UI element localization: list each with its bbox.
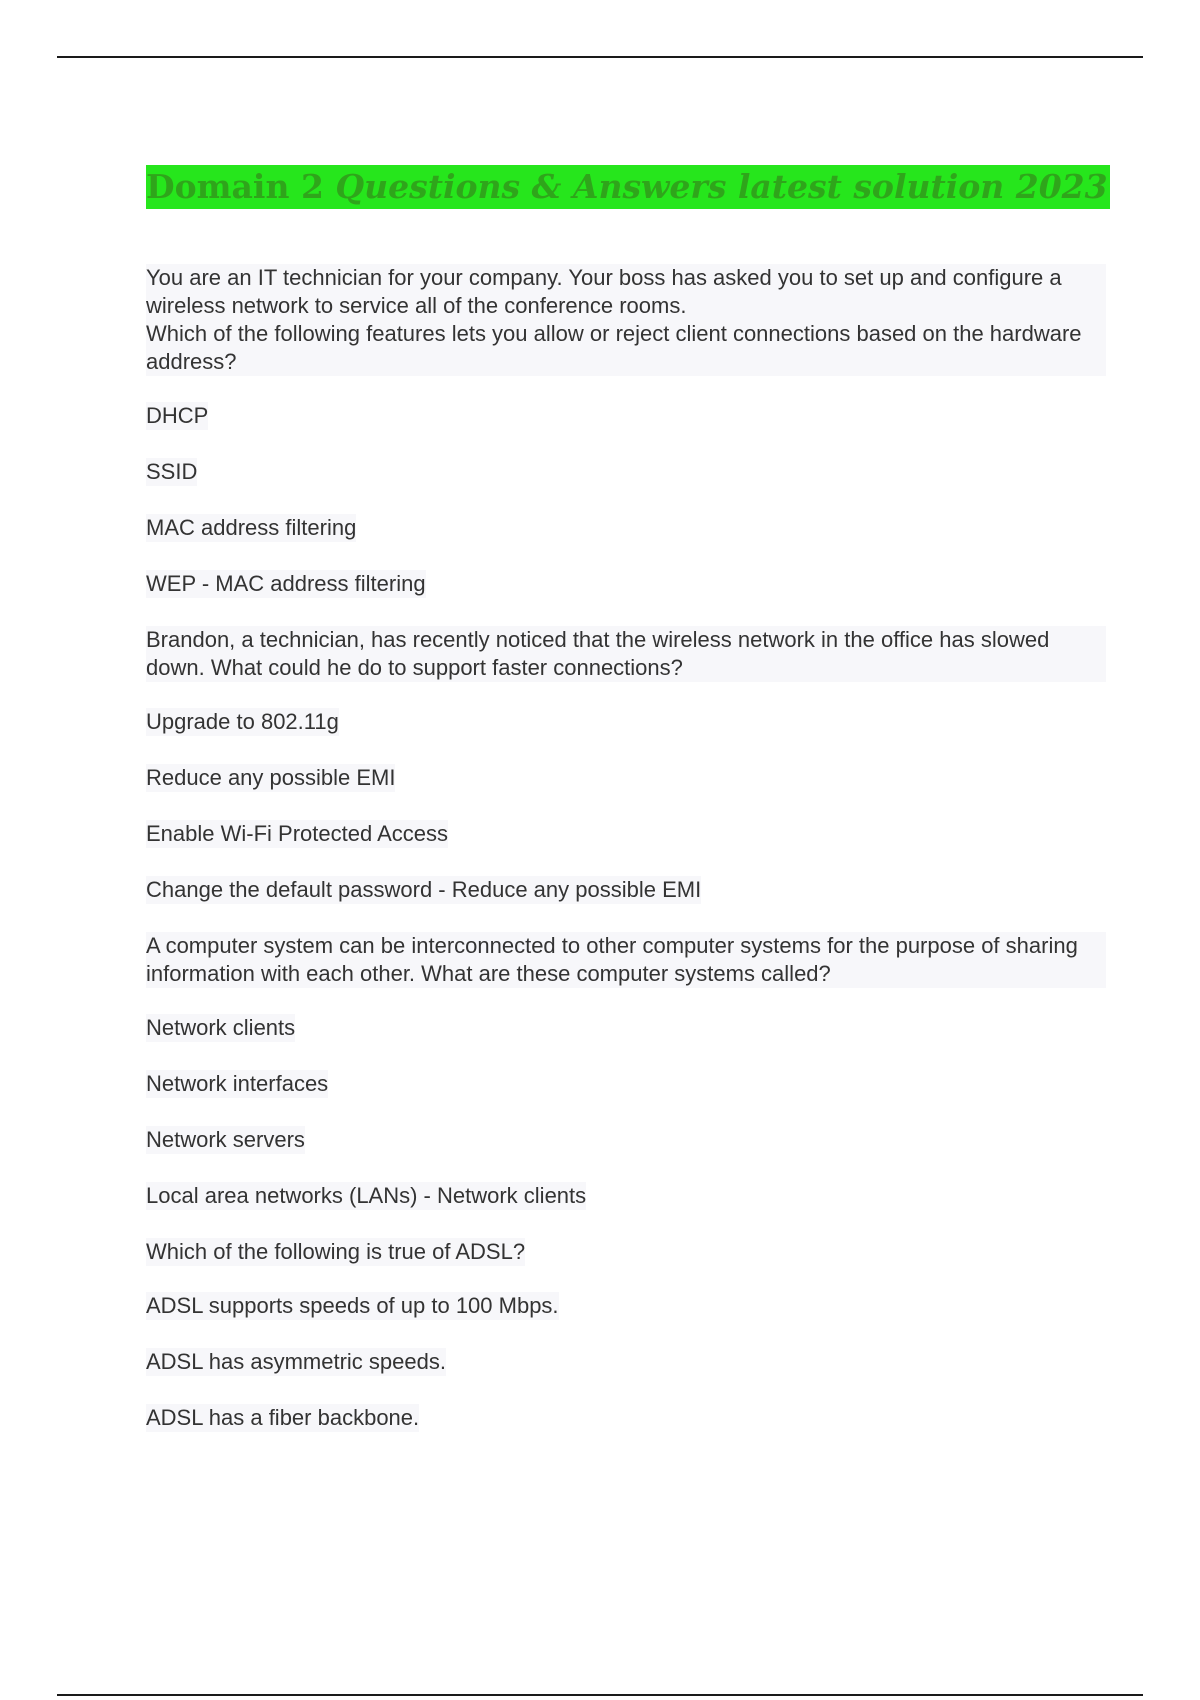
answer-option: ADSL has asymmetric speeds. (146, 1349, 446, 1374)
answer-option: Network interfaces (146, 1071, 329, 1096)
answer-option: WEP - MAC address filtering (146, 571, 426, 596)
question-line: You are an IT technician for your company. Your boss has asked you to set up and configure a wireless network to service all of the conference rooms. (146, 265, 1062, 318)
answer-option: Upgrade to 802.11g (146, 709, 339, 734)
title-italic: Questions & Answers latest solution 2023 (335, 167, 1108, 206)
answer-option: ADSL has a fiber backbone. (146, 1405, 420, 1430)
answer-option: Local area networks (LANs) - Network clients (146, 1183, 587, 1208)
top-rule (57, 56, 1143, 58)
answer-option: ADSL supports speeds of up to 100 Mbps. (146, 1293, 559, 1318)
question-line: Brandon, a technician, has recently noticed that the wireless network in the office has slowed down. What could he do to support faster connections? (146, 627, 1050, 680)
document-title (146, 165, 1110, 209)
question-line: Which of the following features lets you allow or reject client connections based on the hardware address? (146, 321, 1082, 374)
bottom-rule (57, 1694, 1143, 1696)
answer-option: DHCP (146, 403, 209, 428)
question-line: A computer system can be interconnected to other computer systems for the purpose of sharing information with each other. What are these computer systems called? (146, 933, 1078, 986)
answer-option: MAC address filtering (146, 515, 357, 540)
title-plain: Domain 2 (146, 167, 336, 206)
question-text (146, 626, 1106, 682)
question-line: Which of the following is true of ADSL? (146, 1239, 526, 1264)
answer-option: Network clients (146, 1015, 296, 1040)
answer-option: Enable Wi-Fi Protected Access (146, 821, 449, 846)
answer-option: SSID (146, 459, 198, 484)
document-body (146, 264, 1106, 1460)
question-text (146, 932, 1106, 988)
question-text (146, 264, 1106, 376)
answer-option: Network servers (146, 1127, 305, 1152)
answer-option: Change the default password - Reduce any possible EMI (146, 877, 702, 902)
answer-option: Reduce any possible EMI (146, 765, 396, 790)
question-text (146, 1238, 525, 1266)
